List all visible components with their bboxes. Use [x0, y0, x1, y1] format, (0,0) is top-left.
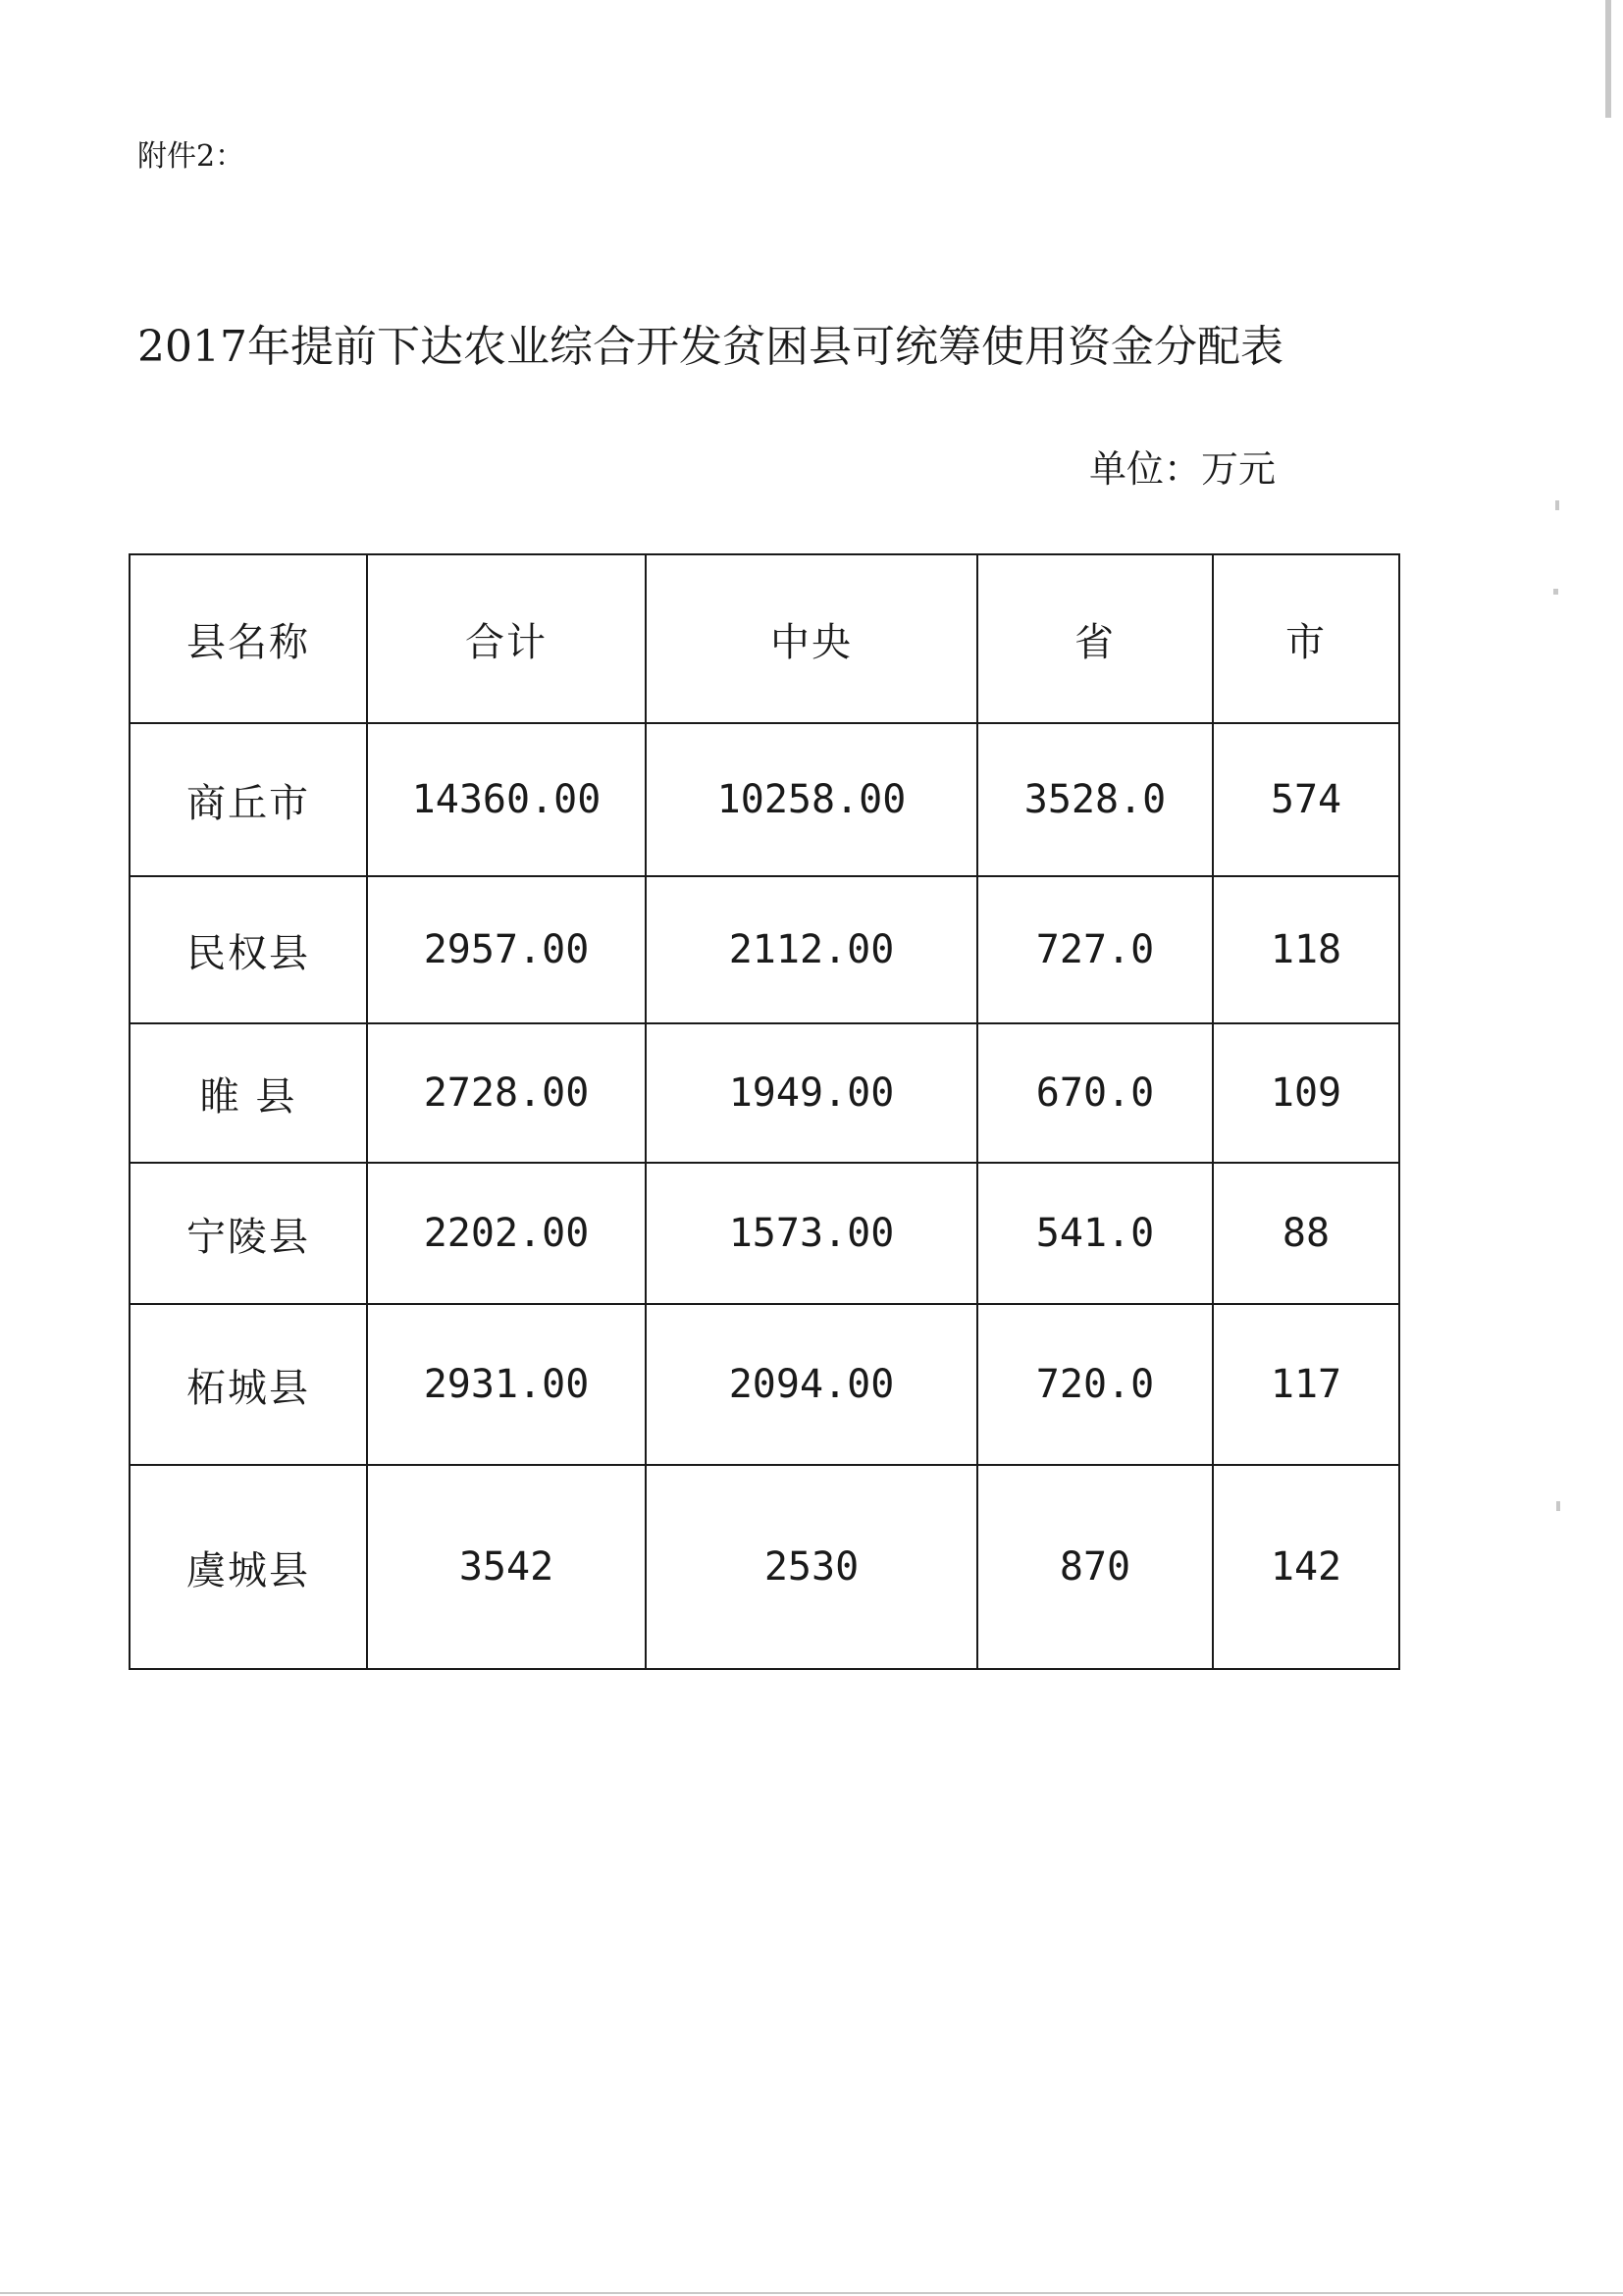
province-cell: 727.0 — [977, 876, 1213, 1023]
scan-artifact — [1605, 0, 1611, 118]
table-row — [130, 1023, 1399, 1163]
header-city: 市 — [1213, 554, 1399, 723]
scan-artifact — [1555, 500, 1559, 510]
county-name-cell: 虞城县 — [130, 1465, 367, 1669]
table-row — [130, 876, 1399, 1023]
central-cell: 2112.00 — [646, 876, 977, 1023]
county-name-cell: 柘城县 — [130, 1304, 367, 1465]
scan-artifact — [1556, 1501, 1560, 1511]
table-row — [130, 1163, 1399, 1304]
city-cell: 109 — [1213, 1023, 1399, 1163]
city-cell: 574 — [1213, 723, 1399, 876]
province-cell: 670.0 — [977, 1023, 1213, 1163]
province-cell: 720.0 — [977, 1304, 1213, 1465]
attachment-label: 附件2： — [137, 139, 245, 174]
province-cell: 541.0 — [977, 1163, 1213, 1304]
city-cell: 118 — [1213, 876, 1399, 1023]
allocation-table — [129, 553, 1400, 1670]
central-cell: 10258.00 — [646, 723, 977, 876]
total-cell: 2728.00 — [367, 1023, 646, 1163]
header-province: 省 — [977, 554, 1213, 723]
county-name-cell: 商丘市 — [130, 723, 367, 876]
table-row — [130, 1465, 1399, 1669]
city-cell: 142 — [1213, 1465, 1399, 1669]
total-cell: 2202.00 — [367, 1163, 646, 1304]
header-total: 合计 — [367, 554, 646, 723]
table-row — [130, 723, 1399, 876]
document-title: 2017年提前下达农业综合开发贫困县可统筹使用资金分配表 — [137, 322, 1283, 372]
county-name-cell: 民权县 — [130, 876, 367, 1023]
province-cell: 870 — [977, 1465, 1213, 1669]
total-cell: 2957.00 — [367, 876, 646, 1023]
county-name-cell: 宁陵县 — [130, 1163, 367, 1304]
central-cell: 1949.00 — [646, 1023, 977, 1163]
central-cell: 2530 — [646, 1465, 977, 1669]
table-header-row — [130, 554, 1399, 723]
header-county-name: 县名称 — [130, 554, 367, 723]
county-name-cell: 睢 县 — [130, 1023, 367, 1163]
province-cell: 3528.0 — [977, 723, 1213, 876]
table-row — [130, 1304, 1399, 1465]
total-cell: 2931.00 — [367, 1304, 646, 1465]
city-cell: 117 — [1213, 1304, 1399, 1465]
central-cell: 2094.00 — [646, 1304, 977, 1465]
header-central: 中央 — [646, 554, 977, 723]
unit-label: 单位：万元 — [1089, 447, 1277, 491]
allocation-table-container — [129, 553, 1400, 1670]
total-cell: 14360.00 — [367, 723, 646, 876]
total-cell: 3542 — [367, 1465, 646, 1669]
scan-artifact — [0, 2292, 1623, 2294]
scan-artifact — [1553, 589, 1558, 595]
central-cell: 1573.00 — [646, 1163, 977, 1304]
city-cell: 88 — [1213, 1163, 1399, 1304]
